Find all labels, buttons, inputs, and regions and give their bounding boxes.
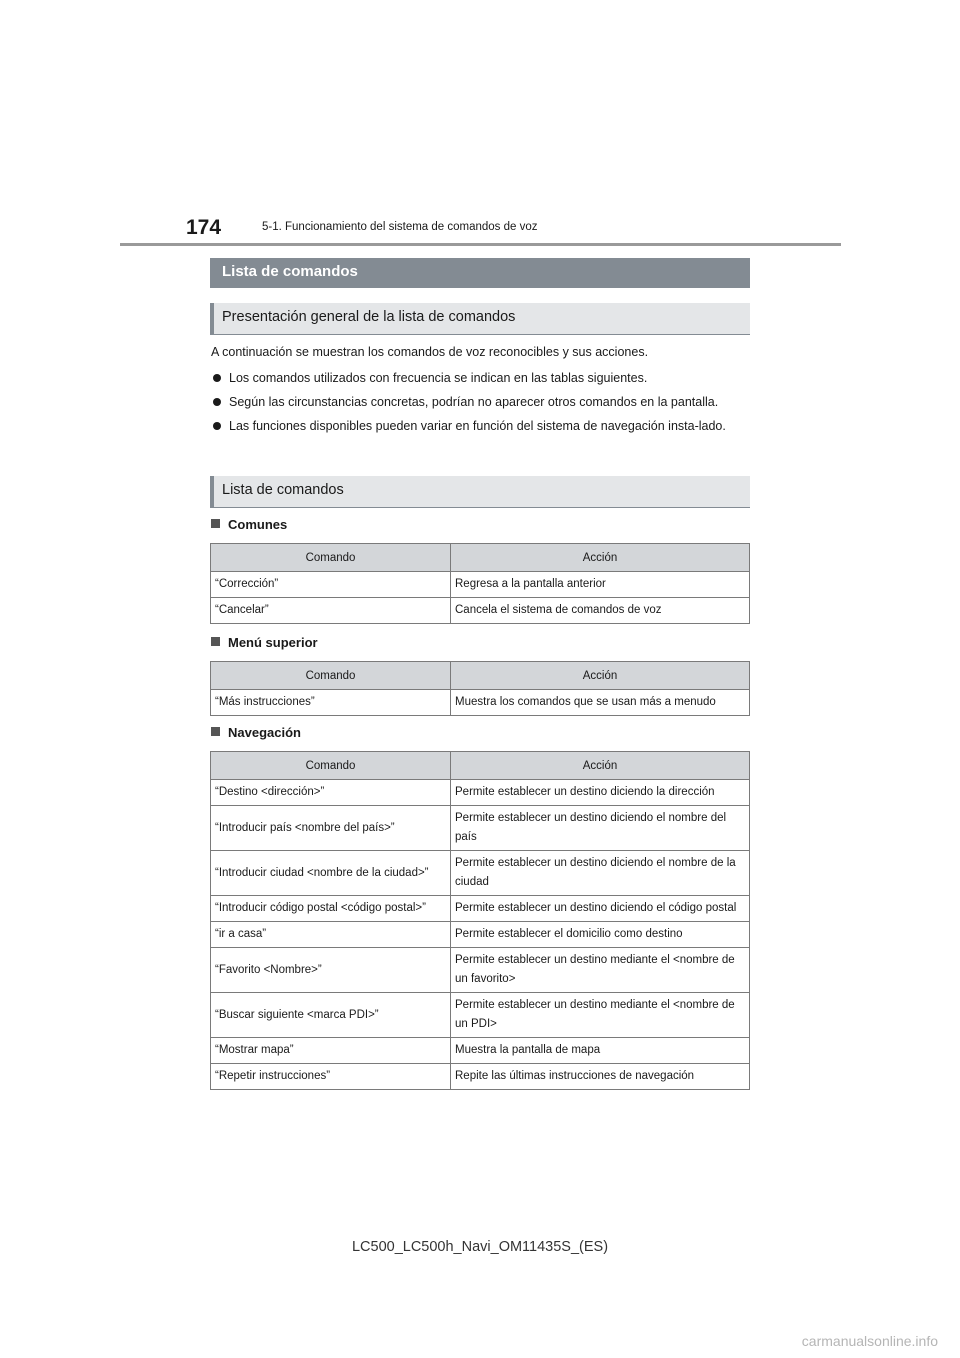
action-cell: Regresa a la pantalla anterior (451, 572, 750, 598)
navegacion-table (210, 751, 750, 1090)
table-row (211, 780, 750, 806)
table-row (211, 896, 750, 922)
commands-title: Lista de comandos (210, 476, 750, 508)
bullet-item (211, 368, 751, 388)
table-row (211, 948, 750, 993)
action-cell: Muestra los comandos que se usan más a menudo (451, 690, 750, 716)
command-cell: “Favorito <Nombre>” (211, 948, 451, 993)
action-cell: Permite establecer un destino mediante el <nombre de un PDI> (451, 993, 750, 1038)
table-row (211, 690, 750, 716)
col-command-header: Comando (211, 544, 451, 572)
col-action-header: Acción (451, 544, 750, 572)
command-cell: “Cancelar” (211, 598, 451, 624)
table-row (211, 598, 750, 624)
table-row (211, 922, 750, 948)
table-header-row (211, 662, 750, 690)
overview-title: Presentación general de la lista de comandos (210, 303, 750, 335)
square-bullet-icon (211, 519, 220, 528)
bullet-item (211, 392, 751, 412)
bullet-text: Las funciones disponibles pueden variar en función del sistema de navegación insta-lado. (229, 419, 726, 433)
col-action-header: Acción (451, 662, 750, 690)
command-cell: “Buscar siguiente <marca PDI>” (211, 993, 451, 1038)
page-number: 174 (186, 216, 222, 239)
command-cell: “Mostrar mapa” (211, 1038, 451, 1064)
bullet-text: Los comandos utilizados con frecuencia se indican en las tablas siguientes. (229, 371, 648, 385)
action-cell: Permite establecer un destino diciendo la dirección (451, 780, 750, 806)
action-cell: Permite establecer el domicilio como destino (451, 922, 750, 948)
action-cell: Permite establecer un destino mediante el <nombre de un favorito> (451, 948, 750, 993)
action-cell: Permite establecer un destino diciendo el nombre del país (451, 806, 750, 851)
menu-superior-table (210, 661, 750, 716)
square-bullet-icon (211, 637, 220, 646)
table-header-row (211, 752, 750, 780)
header-rule (120, 243, 841, 246)
bullet-icon (213, 374, 221, 382)
section-title: Lista de comandos (210, 258, 750, 288)
col-action-header: Acción (451, 752, 750, 780)
command-cell: “Introducir código postal <código postal>” (211, 896, 451, 922)
bullet-text: Según las circunstancias concretas, podrían no aparecer otros comandos en la pantalla. (229, 395, 719, 409)
action-cell: Cancela el sistema de comandos de voz (451, 598, 750, 624)
comunes-table (210, 543, 750, 624)
table-row (211, 572, 750, 598)
watermark: carmanualsonline.info (801, 1333, 938, 1349)
table-row (211, 1038, 750, 1064)
command-cell: “Destino <dirección>” (211, 780, 451, 806)
command-cell: “Corrección” (211, 572, 451, 598)
bullet-icon (213, 422, 221, 430)
table-row (211, 806, 750, 851)
document-footer: LC500_LC500h_Navi_OM11435S_(ES) (351, 1239, 609, 1255)
command-cell: “Introducir ciudad <nombre de la ciudad>” (211, 851, 451, 896)
bullet-icon (213, 398, 221, 406)
action-cell: Muestra la pantalla de mapa (451, 1038, 750, 1064)
command-cell: “Más instrucciones” (211, 690, 451, 716)
table-header-row (211, 544, 750, 572)
action-cell: Permite establecer un destino diciendo el nombre de la ciudad (451, 851, 750, 896)
overview-intro: A continuación se muestran los comandos de voz reconocibles y sus acciones. (211, 345, 649, 359)
action-cell: Permite establecer un destino diciendo el código postal (451, 896, 750, 922)
table-row (211, 993, 750, 1038)
command-cell: “Introducir país <nombre del país>” (211, 806, 451, 851)
subsection-heading: Navegación (228, 725, 301, 740)
subsection-heading: Comunes (228, 517, 288, 532)
action-cell: Repite las últimas instrucciones de navegación (451, 1064, 750, 1090)
subsection-comunes (211, 517, 287, 532)
bullet-item (211, 416, 741, 436)
square-bullet-icon (211, 727, 220, 736)
command-cell: “Repetir instrucciones” (211, 1064, 451, 1090)
table-row (211, 851, 750, 896)
table-row (211, 1064, 750, 1090)
col-command-header: Comando (211, 662, 451, 690)
subsection-menu-superior (211, 635, 318, 650)
col-command-header: Comando (211, 752, 451, 780)
running-header: 5-1. Funcionamiento del sistema de comandos de voz (262, 221, 538, 233)
subsection-navegacion (211, 725, 301, 740)
command-cell: “ir a casa” (211, 922, 451, 948)
subsection-heading: Menú superior (228, 635, 318, 650)
